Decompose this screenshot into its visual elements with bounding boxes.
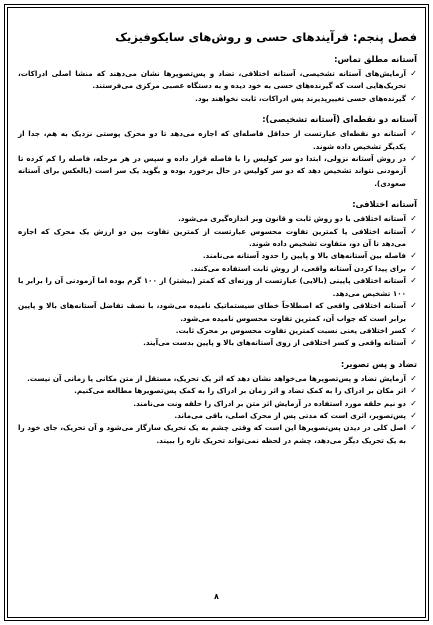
list-item <box>18 422 417 447</box>
check-icon: ✓ <box>410 410 417 420</box>
page-content <box>18 30 417 456</box>
check-icon: ✓ <box>410 154 417 164</box>
section-difference-threshold <box>18 199 417 349</box>
section-heading: آستانه مطلق تماس: <box>334 54 417 64</box>
check-icon: ✓ <box>410 423 417 433</box>
list-item <box>18 385 417 397</box>
check-icon: ✓ <box>410 398 417 408</box>
list-item-text: آستانه واقعی و کسر اختلافی از روی آستانه‌های بالا و پایین بدست می‌آیند. <box>143 338 406 348</box>
list-item-text: آستانه اختلافی پایینی (بالایی) عبارتست از وزنه‌ای که کمتر (بیشتر) از ۱۰۰ گرم بوده اما آزمودنی آن را برابر با ۱۰۰ تشخیص می‌دهد. <box>18 276 406 298</box>
list-item-text: آستانه دو نقطه‌ای عبارتست از حداقل فاصله‌ای که اجازه می‌دهد تا دو محرک پوستی نزدیک به هم، جدا از یکدیگر تشخیص داده شوند. <box>18 129 406 151</box>
list-item-text: آزمایش تضاد و پس‌تصویرها می‌خواهد نشان دهد که اثر یک تحریک، مستقل از متن مکانی یا زمانی آن نیست. <box>27 373 406 383</box>
list-item <box>18 337 417 349</box>
page-number: ۸ <box>214 592 219 601</box>
list-item <box>18 325 417 337</box>
bullet-list <box>18 128 417 190</box>
check-icon: ✓ <box>410 93 417 103</box>
list-item-text: در روش آستانه نزولی، ابتدا دو سر کولیس را با فاصله قرار داده و سپس در هر مرحله، فاصله را کم کرده تا آزمودنی نتواند تشخیص دهد که دو سر کولیس در حال برخورد بوده و بگوید یک سر است (بالعکس برای آستانه صعودی). <box>18 154 406 188</box>
check-icon: ✓ <box>410 69 417 78</box>
section-two-point-threshold <box>18 114 417 190</box>
section-heading: آستانه اختلافی: <box>352 199 417 210</box>
list-item <box>18 213 417 225</box>
check-icon: ✓ <box>410 325 417 335</box>
list-item-text: برای پیدا کردن آستانه واقعی، از روش ثابت استفاده می‌کنند. <box>190 263 406 273</box>
list-item-text: گیرنده‌های حسی تغییرپذیرند پس ادراکات، ثابت نخواهند بود. <box>195 93 406 103</box>
check-icon: ✓ <box>410 276 417 286</box>
list-item <box>18 68 417 93</box>
list-item-text: کسر اختلافی یعنی نسبت کمترین تفاوت محسوس بر محرک ثابت. <box>175 325 406 335</box>
list-item <box>18 226 417 251</box>
list-item <box>18 410 417 422</box>
list-item-text: آستانه اختلافی واقعی که اصطلاحاً خطای سیستماتیک نامیده می‌شود، با نصف تفاضل آستانه‌های بالا و پایین برابر است که جواب آن، کمترین تفاوت محسوس نامیده می‌شود. <box>18 301 406 323</box>
list-item <box>18 398 417 410</box>
section-heading: تضاد و پس تصویر: <box>340 358 417 369</box>
list-item-text: آستانه اختلافی یا کمترین تفاوت محسوس عبارتست از کمترین تفاوت بین دو ارزش یک محرک که اجازه می‌دهد تا آن دو، متفاوت تشخیص داده شوند. <box>18 226 406 249</box>
bullet-list <box>18 373 417 447</box>
list-item <box>18 128 417 153</box>
list-item <box>18 275 417 300</box>
list-item-text: اثر مکان بر ادراک را به کمک تضاد و اثر زمان بر ادراک را به کمک پس‌تصویرها مطالعه می‌کنیم. <box>74 386 406 396</box>
list-item <box>18 373 417 385</box>
check-icon: ✓ <box>410 251 417 261</box>
check-icon: ✓ <box>410 373 417 383</box>
list-item-text: اصل کلی در دیدن پس‌تصویرها این است که وقتی چشم به یک تحریک سازگار می‌شود و آن تحریک، جای خود را به یک تحریک دیگر می‌دهد، چشم در لحظه نمی‌تواند تحریک تازه را ببیند. <box>18 423 406 445</box>
check-icon: ✓ <box>410 214 417 224</box>
list-item <box>18 300 417 325</box>
bullet-list <box>18 213 417 349</box>
check-icon: ✓ <box>410 338 417 348</box>
list-item <box>18 250 417 262</box>
check-icon: ✓ <box>410 386 417 396</box>
list-item-text: فاصله بین آستانه‌های بالا و پایین را حدود آستانه می‌نامند. <box>202 251 406 261</box>
section-absolute-threshold <box>18 54 417 105</box>
list-item-text: آزمایش‌های آستانه تشخیصی، آستانه اختلافی، تضاد و پس‌تصویرها نشان می‌دهند که منشا اصلی ادراکات، تحریک‌هایی است که گیرنده‌های حسی به خود دیده و به دستگاه عصبی مرکزی می‌فرستند. <box>18 69 406 91</box>
check-icon: ✓ <box>410 301 417 311</box>
check-icon: ✓ <box>410 129 417 139</box>
list-item-text: آستانه اختلافی با دو روش ثابت و قانون وبر اندازه‌گیری می‌شود. <box>178 214 406 224</box>
list-item <box>18 93 417 105</box>
check-icon: ✓ <box>410 263 417 273</box>
chapter-title: فصل پنجم: فرآیندهای حسی و روش‌های سایکوفیزیک <box>115 30 417 44</box>
check-icon: ✓ <box>410 226 417 236</box>
section-contrast-afterimage <box>18 359 417 447</box>
list-item-text: پس‌تصویر، اثری است که مدتی پس از محرک اصلی، باقی می‌ماند. <box>174 410 406 420</box>
bullet-list <box>18 68 417 105</box>
list-item <box>18 263 417 275</box>
list-item <box>18 153 417 190</box>
list-item-text: دو نیم حلقه مورد استفاده در آزمایش اثر متن بر ادراک را حلقه ونت می‌نامند. <box>133 398 406 408</box>
section-heading: آستانه دو نقطه‌ای (آستانه تشخیصی): <box>262 114 417 125</box>
